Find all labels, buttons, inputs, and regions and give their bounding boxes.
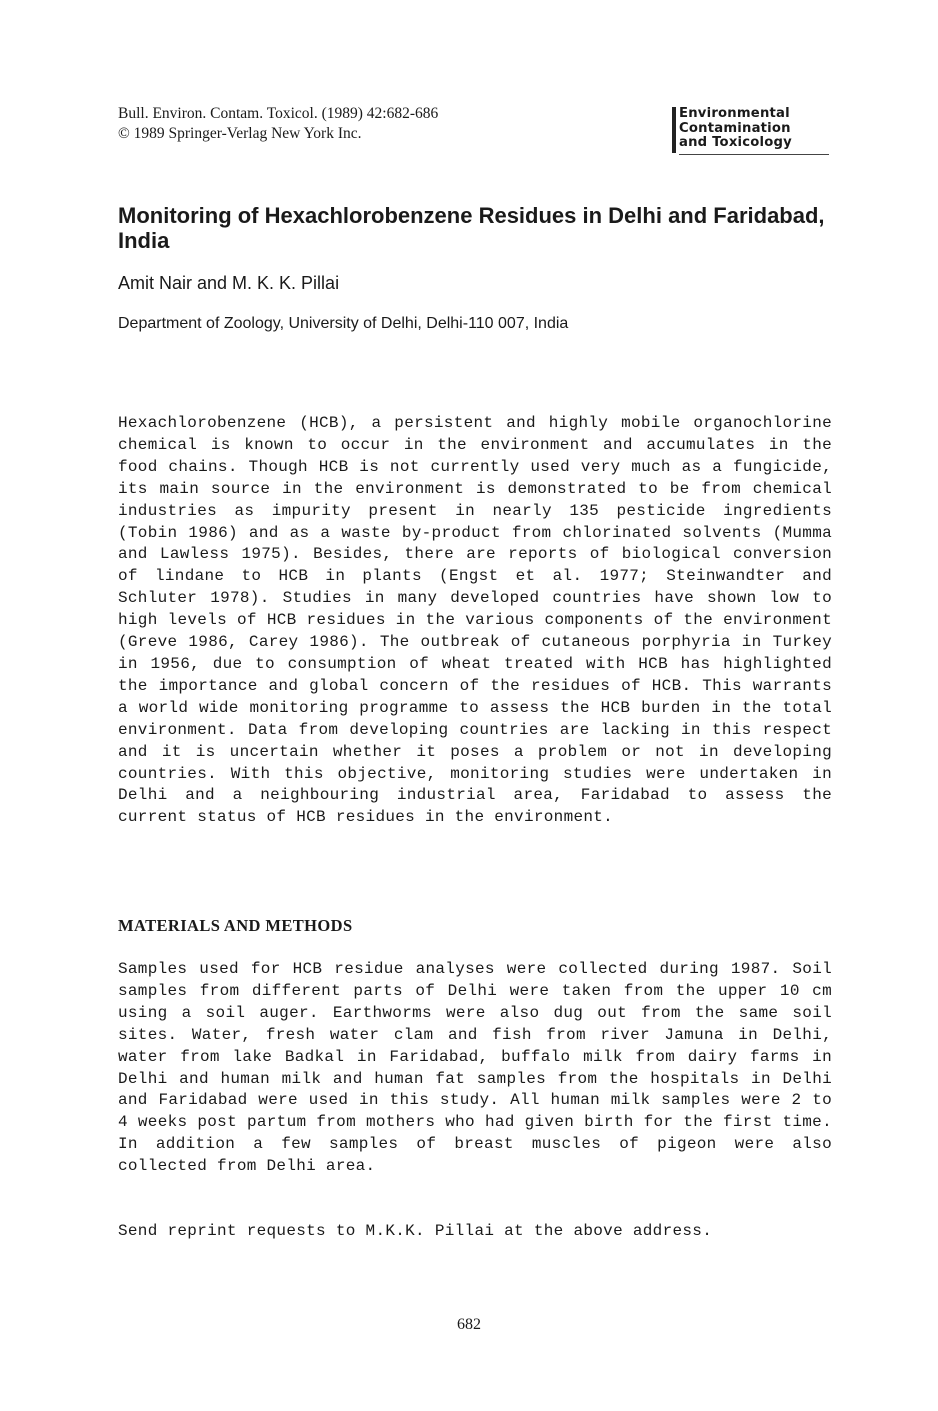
intro-paragraph: Hexachlorobenzene (HCB), a persistent and highly mobile organochlorine chemical is known to occur in the environment and accumulates in the food chains. Though HCB is not currently used very much as a fungicide, its main source in the environment is demonstrated to be from chemical industries as impurity present in nearly 135 pesticide ingredients (Tobin 1986) and as a waste by-product from chlorinated solvents (Mumma and Lawless 1975). Besides, there are reports of biological conversion of lindane to HCB in plants (Engst et al. 1977; Steinwandter and Schluter 1978). Studies in many developed countries have shown low to high levels of HCB residues in the various components of the environment (Greve 1986, Carey 1986). The outbreak of cutaneous porphyria in Turkey in 1956, due to consumption of wheat treated with HCB has highlighted the importance and global concern of the residues of HCB. This warrants a world wide monitoring programme to assess the HCB burden in the total environment. Data from developing countries are lacking in this respect and it is uncertain whether it poses a problem or not in developing countries. With this objective, monitoring studies were undertaken in Delhi and a neighbouring industrial area, Faridabad to assess the current status of HCB residues in the environment. — [118, 414, 832, 827]
journal-logo — [672, 107, 838, 155]
copyright-line: © 1989 Springer-Verlag New York Inc. — [118, 125, 362, 142]
journal-logo-line: and Toxicology — [679, 135, 792, 150]
page-number: 682 — [457, 1316, 481, 1333]
section-heading: MATERIALS AND METHODS — [118, 916, 353, 935]
journal-logo-line: Environmental — [679, 106, 790, 121]
citation-line: Bull. Environ. Contam. Toxicol. (1989) 42:682-686 — [118, 105, 439, 122]
article-title: Monitoring of Hexachlorobenzene Residues in Delhi and Faridabad, India — [118, 203, 825, 253]
journal-logo-vertical-bar — [672, 107, 676, 153]
article-authors: Amit Nair and M. K. K. Pillai — [118, 273, 340, 293]
citation-block — [118, 104, 438, 144]
journal-logo-rule — [679, 154, 829, 155]
reprint-note: Send reprint requests to M.K.K. Pillai at the above address. — [118, 1222, 713, 1240]
article-affiliation: Department of Zoology, University of Delhi, Delhi-110 007, India — [118, 315, 569, 332]
journal-logo-line: Contamination — [679, 120, 791, 136]
methods-paragraph: Samples used for HCB residue analyses were collected during 1987. Soil samples from different parts of Delhi were taken from the upper 10 cm using a soil auger. Earthworms were also dug out from the same soil sites. Water, fresh water clam and fish from river Jamuna in Delhi, water from lake Badkal in Faridabad, buffalo milk from dairy farms in Delhi and human milk and human fat samples from the hospitals in Delhi and Faridabad were used in this study. All human milk samples were 2 to 4 weeks post partum from mothers who had given birth for the first time. In addition a few samples of breast muscles of pigeon were also collected from Delhi area. — [118, 960, 832, 1176]
